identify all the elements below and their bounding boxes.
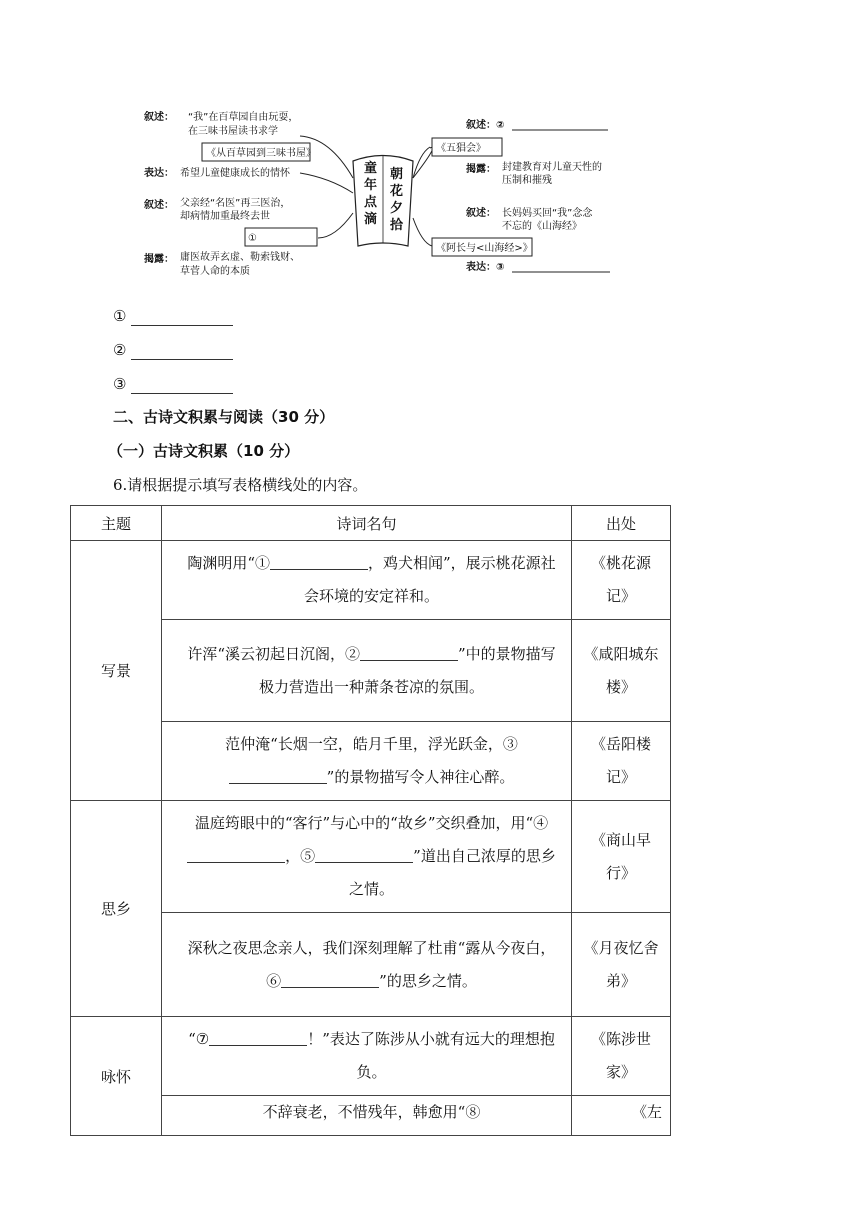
mm-left-box2-text: ① (248, 233, 257, 244)
poem-cell: “⑦ ！”表达了陈涉从小就有远大的理想抱负。 (162, 1017, 572, 1096)
poem-cell: 温庭筠眼中的“客行”与心中的“故乡”交织叠加，用“④，⑤ ”道出自己浓厚的思乡之情。 (162, 801, 572, 913)
header-source: 出处 (572, 506, 671, 541)
fill-blank[interactable] (270, 551, 368, 570)
mm-center-left-3: 点 (364, 195, 378, 210)
mm-right-narrate2-line1: 长妈妈买回“我”念念 (502, 208, 593, 219)
source-cell: 《陈涉世家》 (572, 1017, 671, 1096)
source-cell: 《咸阳城东楼》 (572, 620, 671, 722)
answer-blank[interactable] (131, 310, 233, 326)
source-cell: 《月夜忆舍弟》 (572, 913, 671, 1017)
mm-left-reveal2-line2: 草菅人命的本质 (180, 266, 250, 277)
theme-cell: 写景 (71, 541, 162, 801)
fill-blank[interactable] (187, 844, 285, 863)
poem-cell: 深秋之夜思念亲人，我们深刻理解了杜甫“露从今夜白，⑥ ”的思乡之情。 (162, 913, 572, 1017)
mm-left-narrate1-line2: 在三味书屋读书求学 (188, 126, 278, 137)
mm-right-narrate2-label: 叙述： (466, 208, 496, 219)
mm-center-left-2: 年 (364, 178, 378, 193)
table-row (71, 541, 671, 620)
mm-left-box1-text: 《从百草园到三味书屋》 (206, 148, 316, 159)
source-cell: 《桃花源记》 (572, 541, 671, 620)
answer-line-3[interactable] (113, 374, 233, 394)
source-cell: 《左 (572, 1096, 671, 1136)
section-subtitle: （一）古诗文积累（10 分） (108, 442, 300, 460)
mm-left-express1-text: 希望儿童健康成长的情怀 (180, 168, 290, 179)
poem-cell: 陶渊明用“① ，鸡犬相闻”，展示桃花源社会环境的安定祥和。 (162, 541, 572, 620)
mm-left-narrate1-label: 叙述： (144, 112, 174, 123)
header-theme: 主题 (71, 506, 162, 541)
mm-left-narrate2-label: 叙述： (144, 200, 174, 211)
mm-center-2: 花 (390, 184, 404, 199)
table-row (71, 1017, 671, 1096)
source-cell: 《商山早行》 (572, 801, 671, 913)
answer-mark: ① (113, 307, 127, 325)
answer-blank[interactable] (131, 344, 233, 360)
answer-mark: ② (113, 341, 127, 359)
mm-right-reveal1-line2: 压制和摧残 (502, 175, 552, 186)
mm-right-narrate1-label: 叙述：② (466, 120, 505, 131)
mm-center-left-1: 童 (364, 161, 378, 176)
mm-right-reveal1-label: 揭露： (466, 164, 496, 175)
answer-mark: ③ (113, 375, 127, 393)
theme-cell: 咏怀 (71, 1017, 162, 1136)
fill-blank[interactable] (229, 765, 327, 784)
poem-table (70, 505, 671, 1136)
answer-blank[interactable] (131, 378, 233, 394)
table-row (71, 801, 671, 913)
mm-left-narrate1-line1: “我”在百草园自由玩耍， (188, 112, 299, 123)
answer-line-2[interactable] (113, 340, 233, 360)
mm-center-4: 拾 (390, 218, 404, 233)
section-title: 二、古诗文积累与阅读（30 分） (113, 408, 335, 426)
fill-blank[interactable] (315, 844, 413, 863)
mm-center-3: 夕 (390, 201, 404, 216)
mm-left-narrate2-line1: 父亲经“名医”再三医治， (180, 198, 291, 209)
mm-left-narrate2-line2: 却病情加重最终去世 (180, 211, 270, 222)
mm-left-express1-label: 表达： (144, 168, 174, 179)
fill-blank[interactable] (360, 642, 458, 661)
question-6: 6.请根据提示填写表格横线处的内容。 (113, 476, 368, 494)
theme-cell: 思乡 (71, 801, 162, 1017)
answer-line-1[interactable] (113, 306, 233, 326)
mm-right-reveal1-line1: 封建教育对儿童天性的 (502, 162, 602, 173)
mm-right-box2-text: 《阿长与<山海经>》 (436, 243, 533, 254)
mm-left-reveal2-label: 揭露： (144, 254, 174, 265)
mind-map-diagram (140, 98, 626, 288)
mm-right-box1-text: 《五猖会》 (436, 143, 486, 154)
poem-cell: 许浑“溪云初起日沉阁，② ”中的景物描写极力营造出一种萧条苍凉的氛围。 (162, 620, 572, 722)
mm-center-1: 朝 (390, 167, 404, 182)
mm-left-reveal2-line1: 庸医故弄玄虚、勒索钱财、 (180, 252, 300, 263)
mm-right-express2-label: 表达：③ (466, 262, 505, 273)
table-header-row (71, 506, 671, 541)
mm-center-left-4: 滴 (364, 212, 378, 227)
header-poem: 诗词名句 (162, 506, 572, 541)
source-cell: 《岳阳楼记》 (572, 722, 671, 801)
mm-right-narrate2-line2: 不忘的《山海经》 (502, 221, 582, 232)
fill-blank[interactable] (209, 1027, 307, 1046)
fill-blank[interactable] (281, 969, 379, 988)
poem-cell: 范仲淹“长烟一空，皓月千里，浮光跃金，③”的景物描写令人神往心醉。 (162, 722, 572, 801)
poem-cell: 不辞衰老，不惜残年，韩愈用“⑧ (162, 1096, 572, 1136)
